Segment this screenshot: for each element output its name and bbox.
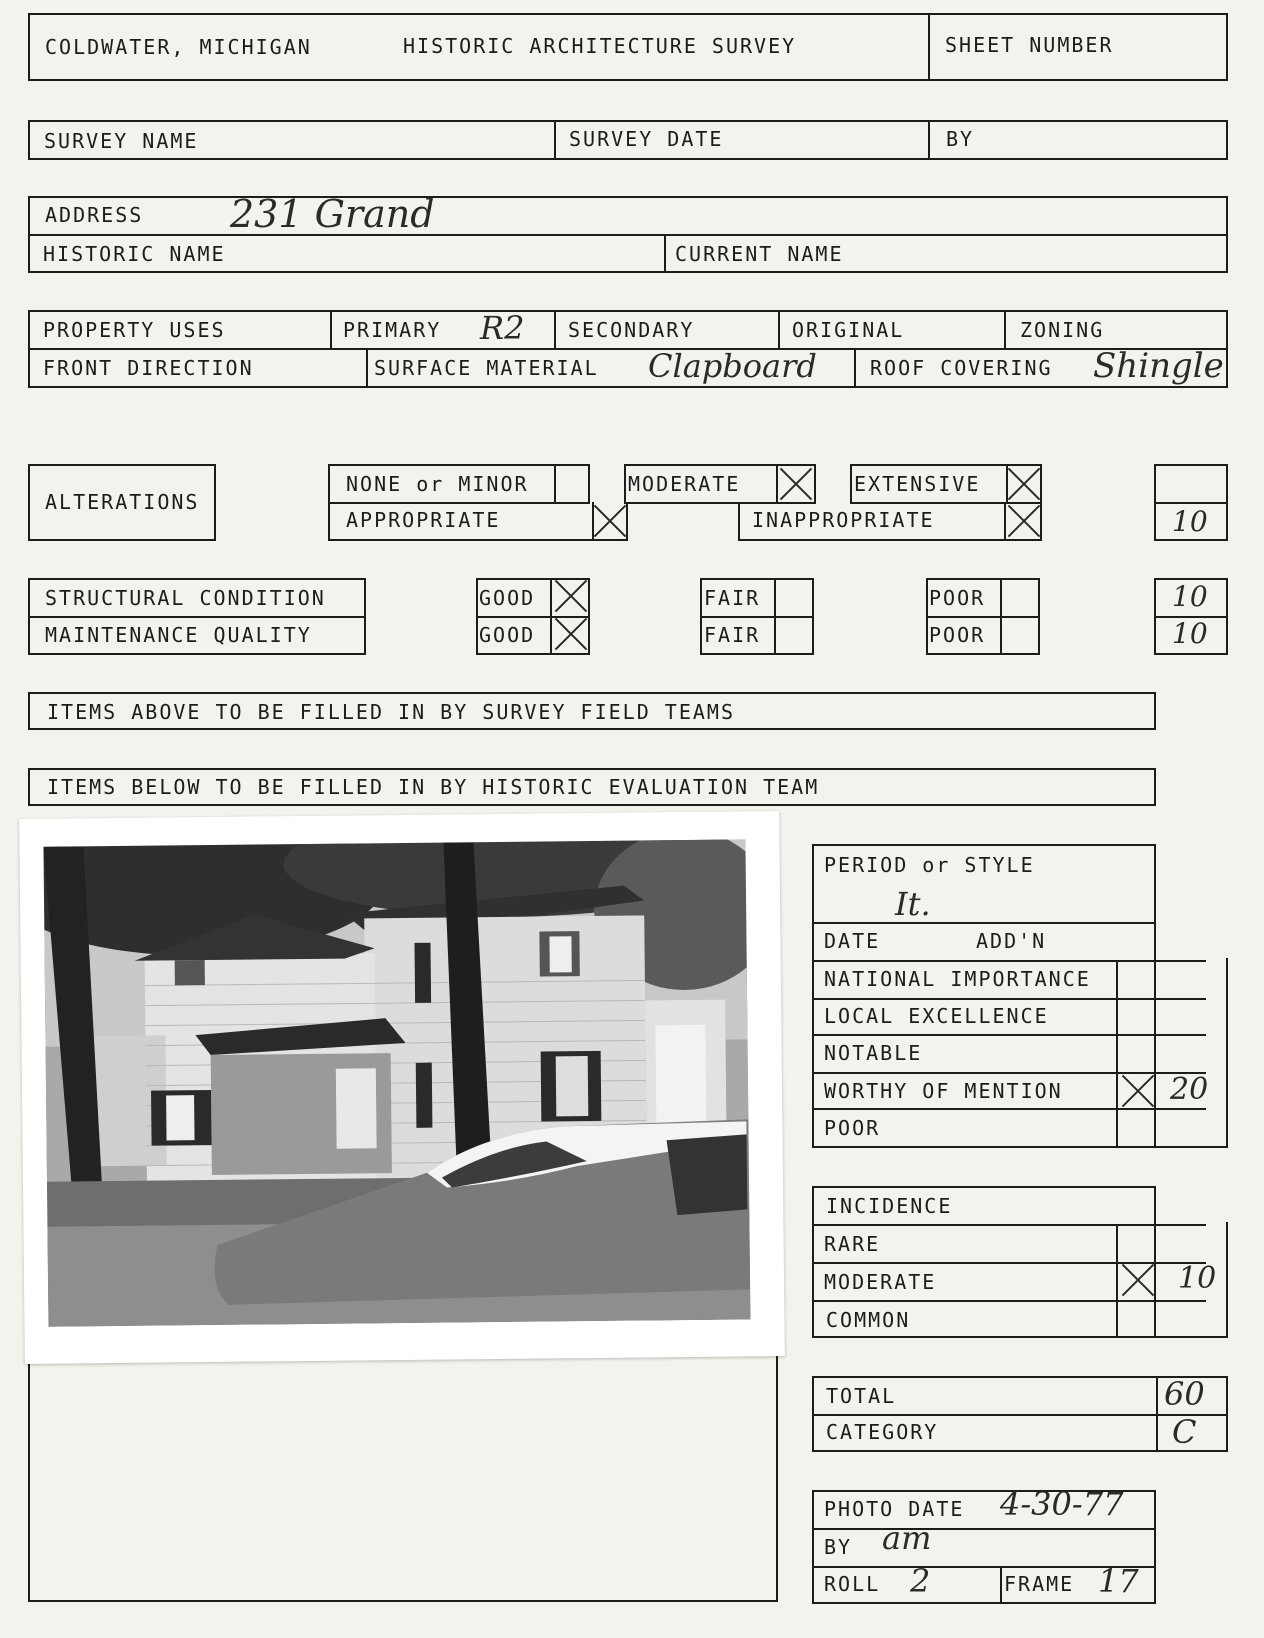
roof-covering-label: ROOF COVERING (870, 356, 1053, 380)
moderate-alt-check (776, 466, 814, 502)
photo-date-value: 4-30-77 (1000, 1485, 1124, 1523)
survey-date-label: SURVEY DATE (569, 127, 724, 151)
surface-material-label: SURFACE MATERIAL (374, 356, 599, 380)
inappropriate-check (1004, 503, 1042, 539)
structural-condition-label: STRUCTURAL CONDITION (45, 586, 326, 610)
bottom-frame-line (28, 1600, 778, 1602)
period-style-value: It. (895, 885, 931, 923)
note-above: ITEMS ABOVE TO BE FILLED IN BY SURVEY FIELD TEAMS (47, 700, 736, 724)
survey-name-label: SURVEY NAME (44, 129, 199, 153)
photo-by-value: am (882, 1519, 932, 1557)
poor-maintenance-label: POOR (929, 623, 986, 647)
good-structural-label: GOOD (479, 586, 536, 610)
property-uses-label: PROPERTY USES (43, 318, 226, 342)
photo-mount (19, 811, 785, 1364)
poor-structural-label: POOR (929, 586, 986, 610)
good-maintenance-label: GOOD (479, 623, 536, 647)
frame-value: 17 (1098, 1562, 1139, 1600)
survey-title: HISTORIC ARCHITECTURE SURVEY (403, 34, 797, 58)
rare-label: RARE (824, 1232, 881, 1256)
fair-structural-label: FAIR (704, 586, 761, 610)
house-photo (43, 839, 750, 1326)
moderate-incidence-score: 10 (1178, 1261, 1217, 1296)
date-label: DATE (824, 929, 881, 953)
roll-value: 2 (910, 1562, 931, 1600)
fair-maintenance-label: FAIR (704, 623, 761, 647)
sheet-number-label: SHEET NUMBER (945, 33, 1114, 57)
primary-value: R2 (480, 309, 525, 347)
original-label: ORIGINAL (792, 318, 905, 342)
category-value: C (1172, 1413, 1197, 1451)
national-importance-label: NATIONAL IMPORTANCE (824, 967, 1091, 991)
addn-label: ADD'N (976, 929, 1047, 953)
surface-material-value: Clapboard (648, 347, 817, 385)
appropriate-check (590, 503, 628, 539)
alterations-label: ALTERATIONS (45, 490, 200, 514)
local-excellence-label: LOCAL EXCELLENCE (824, 1004, 1049, 1028)
worthy-of-mention-label: WORTHY OF MENTION (824, 1079, 1063, 1103)
note-below: ITEMS BELOW TO BE FILLED IN BY HISTORIC EVALUATION TEAM (47, 775, 820, 799)
incidence-bottom-edge (1154, 1336, 1228, 1338)
photo-date-label: PHOTO DATE (824, 1497, 965, 1521)
none-minor-label: NONE or MINOR (346, 472, 529, 496)
total-value: 60 (1164, 1375, 1205, 1413)
extensive-check (1004, 466, 1042, 502)
period-style-label: PERIOD or STYLE (824, 853, 1035, 877)
city-label: COLDWATER, MICHIGAN (45, 35, 312, 59)
maintenance-quality-label: MAINTENANCE QUALITY (45, 623, 312, 647)
current-name-label: CURRENT NAME (675, 242, 844, 266)
inappropriate-label: INAPPROPRIATE (752, 508, 935, 532)
total-label: TOTAL (826, 1384, 897, 1408)
extensive-label: EXTENSIVE (854, 472, 981, 496)
good-structural-check (551, 578, 589, 614)
incidence-right-edge (1226, 1222, 1228, 1338)
front-direction-label: FRONT DIRECTION (43, 356, 254, 380)
frame-label: FRAME (1004, 1572, 1075, 1596)
moderate-incidence-check (1118, 1262, 1156, 1298)
evaluation-poor-label: POOR (824, 1116, 881, 1140)
roll-label: ROLL (824, 1572, 881, 1596)
evaluation-bottom-edge (1154, 1146, 1228, 1148)
primary-label: PRIMARY (343, 318, 442, 342)
historic-name-label: HISTORIC NAME (43, 242, 226, 266)
worthy-score: 20 (1170, 1072, 1209, 1107)
address-value: 231 Grand (230, 192, 435, 236)
category-label: CATEGORY (826, 1420, 939, 1444)
maintenance-score: 10 (1172, 617, 1208, 650)
secondary-label: SECONDARY (568, 318, 695, 342)
address-label: ADDRESS (45, 203, 144, 227)
good-maintenance-check (551, 616, 589, 652)
photo-by-label: BY (824, 1535, 853, 1559)
moderate-alt-label: MODERATE (628, 472, 741, 496)
roof-covering-value: Shingle (1093, 346, 1224, 386)
structural-score: 10 (1172, 580, 1208, 613)
worthy-check (1118, 1073, 1156, 1109)
notable-label: NOTABLE (824, 1041, 923, 1065)
survey-by-label: BY (946, 127, 975, 151)
incidence-label: INCIDENCE (826, 1194, 953, 1218)
moderate-incidence-label: MODERATE (824, 1270, 937, 1294)
alterations-score: 10 (1172, 505, 1208, 538)
common-label: COMMON (826, 1308, 911, 1332)
appropriate-label: APPROPRIATE (346, 508, 501, 532)
zoning-label: ZONING (1020, 318, 1105, 342)
evaluation-right-edge (1226, 958, 1228, 1148)
